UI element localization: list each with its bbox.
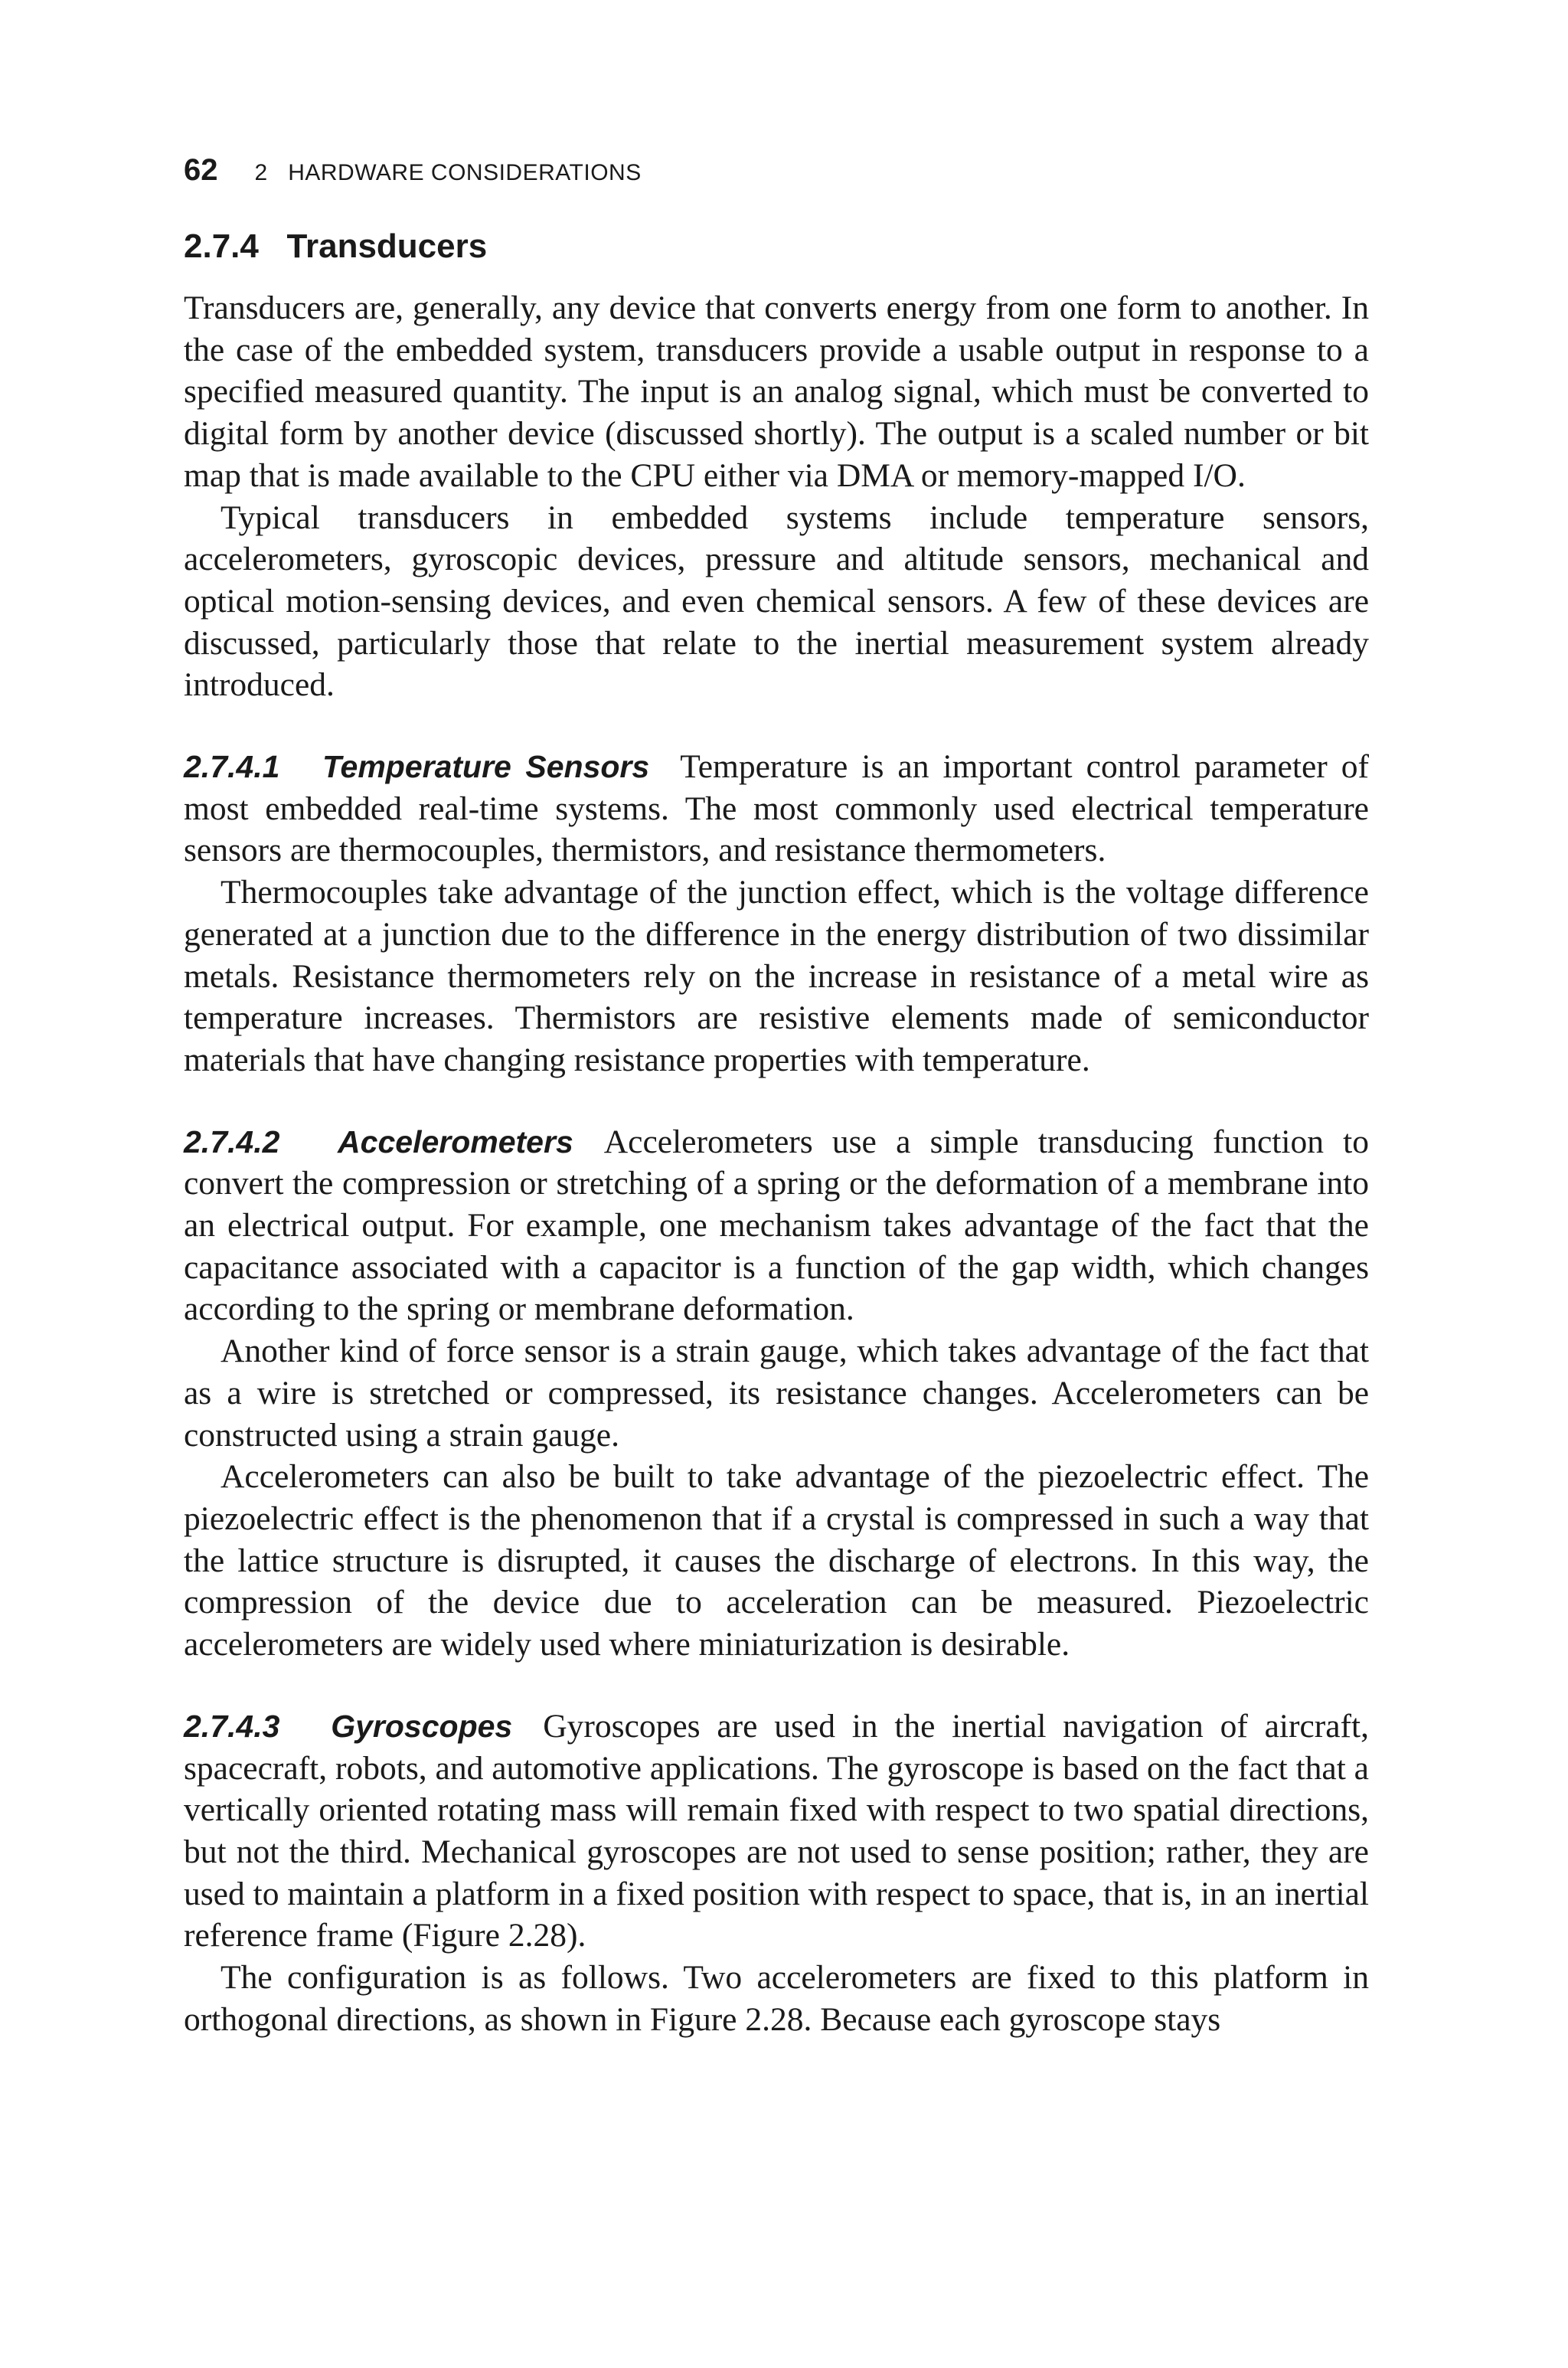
chapter-title: 2 HARDWARE CONSIDERATIONS — [254, 160, 642, 185]
paragraph-lead: Gyroscopes are used in the inertial navigation of aircraft, spacecraft, robots, and automotive applications. The gyroscope is based on the fact that a vertically oriented rotating mass will remain fixed with respect to two spatial directions, but not the third. Mechanical gyroscopes are not used to sense position; rather, they are used to maintain a platform in a fixed position with respect to space, that is, in an inertial reference frame (Figure 2.28). — [184, 1707, 1369, 1954]
subsection-gyroscopes — [184, 1706, 1369, 2041]
subsection-temperature-sensors — [184, 746, 1369, 1081]
paragraph: Another kind of force sensor is a strain gauge, which takes advantage of the fact that as a wire is stretched or compressed, its resistance changes. Accelerometers can be constructed using a strain gauge. — [184, 1333, 1369, 1454]
paragraph-lead: Temperature is an important control parameter of most embedded real-time systems. The most commonly used electrical temperature sensors are thermocouples, thermistors, and resistance thermometers. — [184, 748, 1370, 869]
paragraph-lead: Accelerometers use a simple transducing function to convert the compression or stretching of a spring or the deformation of a membrane into an electrical output. For example, one mechanism takes advantage of the fact that the capacitance associated with a capacitor is a function of the gap width, which changes according to the spring or membrane deformation. — [184, 1123, 1370, 1328]
section-heading: 2.7.4 Transducers — [184, 227, 488, 265]
page-number: 62 — [184, 153, 218, 187]
subsection-heading: 2.7.4.2 Accelerometers — [184, 1123, 573, 1159]
paragraph: Transducers are, generally, any device that converts energy from one form to another. In the case of the embedded system, transducers provide a usable output in response to a specified measured quantity. The input is an analog signal, which must be converted to digital form by another device (discussed shortly). The output is a scaled number or bit map that is made available to the CPU either via DMA or memory-mapped I/O. — [184, 289, 1369, 494]
running-head — [184, 153, 1369, 188]
book-page — [184, 153, 1369, 2040]
paragraph: Typical transducers in embedded systems include temperature sensors, accelerometers, gyroscopic devices, pressure and altitude sensors, mechanical and optical motion-sensing devices, and even chemical sensors. A few of these devices are discussed, particularly those that relate to the inertial measurement system already introduced. — [184, 499, 1369, 704]
paragraph: The configuration is as follows. Two accelerometers are fixed to this platform in orthogonal directions, as shown in Figure 2.28. Because each gyroscope stays — [184, 1959, 1369, 2038]
subsection-heading: 2.7.4.3 Gyroscopes — [184, 1708, 513, 1744]
subsection-heading: 2.7.4.1 Temperature Sensors — [184, 749, 650, 785]
paragraph: Accelerometers can also be built to take advantage of the piezoelectric effect. The piezoelectric effect is the phenomenon that if a crystal is compressed in such a way that the lattice structure is disrupted, it causes the discharge of electrons. In this way, the compression of the device due to acceleration can be measured. Piezoelectric accelerometers are widely used where miniaturization is desirable. — [184, 1458, 1369, 1663]
paragraph: Thermocouples take advantage of the junction effect, which is the voltage difference generated at a junction due to the difference in the energy distribution of two dissimilar metals. Resistance thermometers rely on the increase in resistance of a metal wire as temperature increases. Thermistors are resistive elements made of semiconductor materials that have changing resistance properties with temperature. — [184, 874, 1369, 1078]
subsection-accelerometers — [184, 1121, 1369, 1666]
